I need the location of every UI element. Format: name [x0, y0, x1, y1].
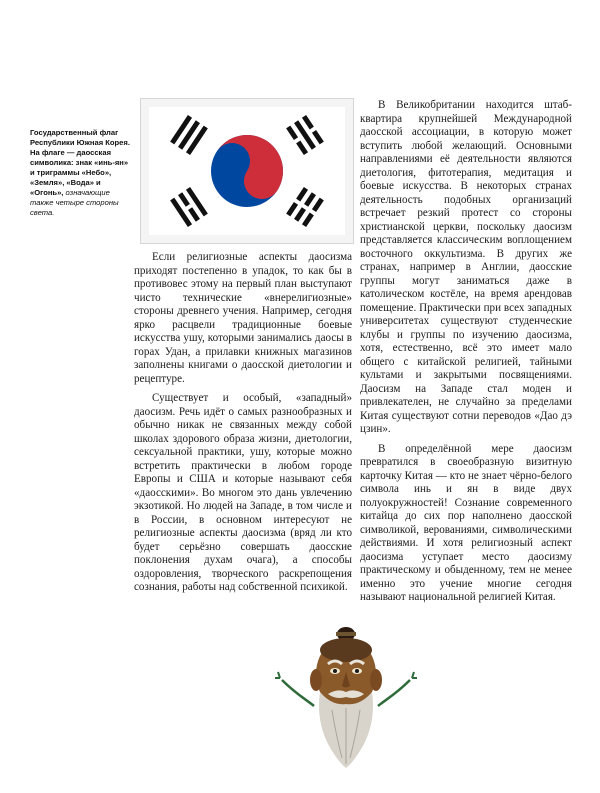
- caption-subtitle: означающие также четыре стороны света.: [30, 188, 119, 218]
- right-text-column: [360, 99, 572, 611]
- paragraph: В Великобритании находится штаб-квартира крупнейшей Международной даосской ассоциации, в которую может вступить любой желающий. Основными направлениями её деятельности являются диетология, фитотерапия, медитация и боевые искусства. В некоторых странах деятельность подобных организаций встречает резкий протест со стороны христианской церкви, поскольку даосизм представляется классическим воплощением восточного оккультизма. В других же странах, например в Англии, даосские группы могут заниматься даже в католическом костёле, на время арендовав помещение. Практически при всех западных университетах существуют студенческие клубы и группы по изучению даосизма, хотя, естественно, всё это имеет мало общего с китайской религией, тайными культами и закрытыми посвящениями. Даосизм на Западе стал моден и привлекателен, не случайно за пределами Китая существуют сотни переводов «Дао дэ цзин».: [360, 99, 572, 435]
- caption-title: Государственный флаг Республики Южная Корея. На флаге — даосская символика: знак «инь-ян» и триграммы «Небо», «Земля», «Вода» и «Огонь»,: [30, 128, 130, 198]
- paragraph: Существует и особый, «западный» даосизм. Речь идёт о самых разнообразных и обычно никак не связанных между собой школах здорового образа жизни, диетологии, сексуальной практики, ушу, которые можно встретить практически в любом городе Европы и США и которые называют себя «даосскими». Во многом это дань увлечению экзотикой. Но людей на Западе, в том числе и в России, в основном интересуют не религиозные аспекты даосизма (вряд ли кто будет серьёзно совершать даосские поклонения духам очага), а способы оздоровления, творческого раскрепощения сознания, работы над собственной психикой.: [134, 392, 352, 593]
- paragraph: Если религиозные аспекты даосизма приходят постепенно в упадок, то как бы в противовес этому на первый план выступают чисто технические «внерелигиозные» стороны древнего учения. Например, сегодня ярко расцвели традиционные боевые искусства ушу, которыми занимались даосы в горах Удан, а прилавки книжных магазинов заполнены книгами о даосской диетологии и рецептуре.: [134, 251, 352, 385]
- figure-caption: [30, 128, 130, 218]
- south-korea-flag-icon: [141, 99, 353, 243]
- paragraph: В определённой мере даосизм превратился в своеобразную визитную карточку Китая — кто не знает чёрно-белого символа инь и ян в виде двух полуокружностей! Сознание современного китайца до сих пор наполнено даосской символикой, верованиями, символическими действиями. И хотя религиозный аспект даосизма уступает место даосизму практическому и обыденному, тем не менее именно это учение многие сегодня называют национальной религией Китая.: [360, 442, 572, 603]
- sage-mask-figure: [272, 620, 420, 772]
- korea-flag-figure: [140, 98, 354, 244]
- left-text-column: [134, 251, 352, 601]
- taoist-sage-mask-icon: [272, 620, 420, 772]
